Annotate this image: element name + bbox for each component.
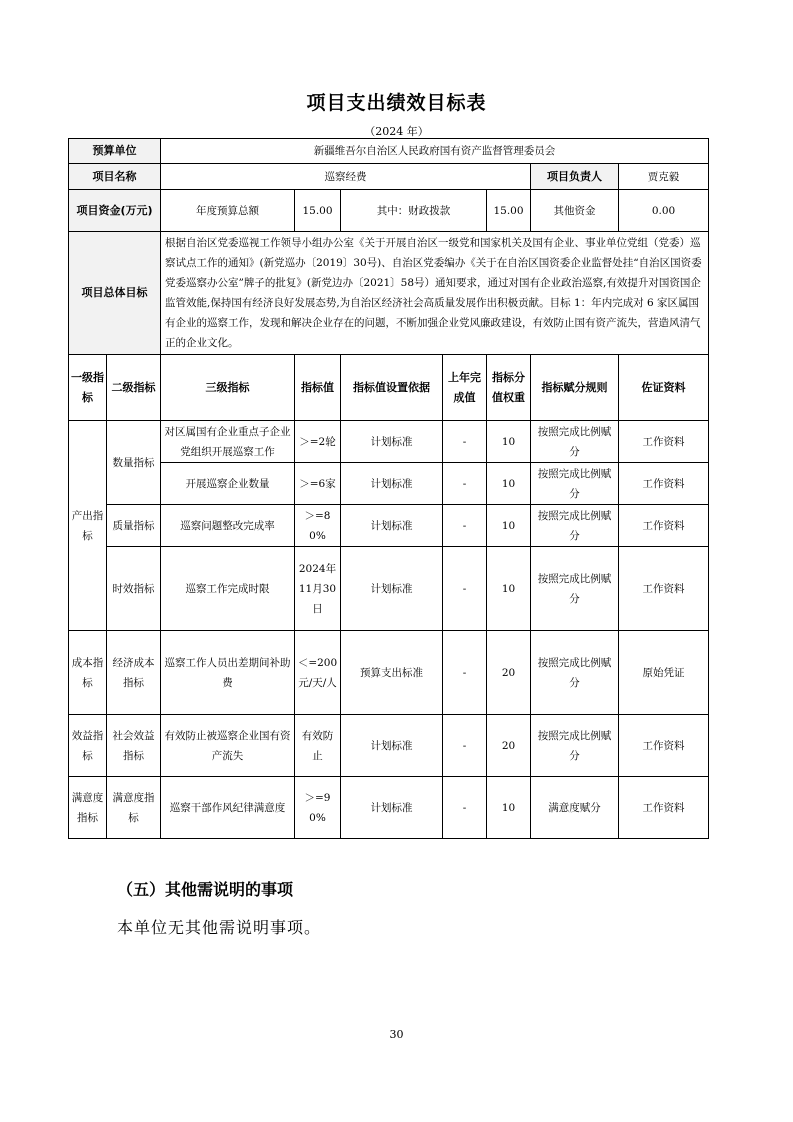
row-value: ＞=80%	[295, 505, 341, 547]
sub-timeliness: 时效指标	[107, 547, 161, 631]
row-rule: 按照完成比例赋分	[531, 547, 619, 631]
sub-economic-cost: 经济成本指标	[107, 631, 161, 715]
fiscal-funds-value: 15.00	[487, 190, 531, 232]
row-weight: 10	[487, 505, 531, 547]
row-name: 巡察问题整改完成率	[161, 505, 295, 547]
budget-unit-label: 预算单位	[69, 139, 161, 164]
sub-satisfaction: 满意度指标	[107, 777, 161, 839]
row-weight: 20	[487, 715, 531, 777]
section-heading: （五）其他需说明的事项	[117, 880, 294, 899]
row-basis: 预算支出标准	[341, 631, 443, 715]
fiscal-funds-label: 其中：财政拨款	[341, 190, 487, 232]
row-name: 开展巡察企业数量	[161, 463, 295, 505]
row-prev: -	[443, 463, 487, 505]
row-evidence: 工作资料	[619, 547, 709, 631]
row-basis: 计划标准	[341, 715, 443, 777]
row-basis: 计划标准	[341, 505, 443, 547]
row-name: 巡察工作完成时限	[161, 547, 295, 631]
row-rule: 按照完成比例赋分	[531, 505, 619, 547]
page-title: 项目支出绩效目标表	[306, 92, 487, 114]
row-value: ＜=200元/天/人	[295, 631, 341, 715]
sub-quantity: 数量指标	[107, 421, 161, 505]
project-owner-label: 项目负责人	[531, 164, 619, 190]
row-evidence: 工作资料	[619, 777, 709, 839]
funds-label: 项目资金(万元)	[69, 190, 161, 232]
year-label: （2024 年）	[364, 125, 429, 138]
header-basis: 指标值设置依据	[341, 355, 443, 421]
section-text: 本单位无其他需说明事项。	[117, 918, 322, 937]
row-evidence: 工作资料	[619, 715, 709, 777]
row-value: 有效防止	[295, 715, 341, 777]
row-rule: 按照完成比例赋分	[531, 631, 619, 715]
row-name: 对区属国有企业重点子企业党组织开展巡察工作	[161, 421, 295, 463]
group-cost: 成本指标	[69, 631, 107, 715]
row-weight: 20	[487, 631, 531, 715]
header-prev: 上年完成值	[443, 355, 487, 421]
total-budget-label: 年度预算总额	[161, 190, 295, 232]
row-prev: -	[443, 777, 487, 839]
row-basis: 计划标准	[341, 547, 443, 631]
row-prev: -	[443, 421, 487, 463]
row-rule: 满意度赋分	[531, 777, 619, 839]
row-value: ＞=2轮	[295, 421, 341, 463]
row-name: 巡察干部作风纪律满意度	[161, 777, 295, 839]
header-value: 指标值	[295, 355, 341, 421]
overall-goal-label: 项目总体目标	[69, 232, 161, 355]
header-level2: 二级指标	[107, 355, 161, 421]
row-prev: -	[443, 631, 487, 715]
budget-unit-value: 新疆维吾尔自治区人民政府国有资产监督管理委员会	[161, 139, 709, 164]
row-name: 巡察工作人员出差期间补助费	[161, 631, 295, 715]
row-value: 2024年11月30日	[295, 547, 341, 631]
total-budget-value: 15.00	[295, 190, 341, 232]
row-value: ＞=90%	[295, 777, 341, 839]
header-level1: 一级指标	[69, 355, 107, 421]
sub-quality: 质量指标	[107, 505, 161, 547]
row-weight: 10	[487, 547, 531, 631]
project-owner-value: 贾克毅	[619, 164, 709, 190]
sub-social-benefit: 社会效益指标	[107, 715, 161, 777]
row-rule: 按照完成比例赋分	[531, 421, 619, 463]
header-weight: 指标分值权重	[487, 355, 531, 421]
row-evidence: 工作资料	[619, 463, 709, 505]
row-basis: 计划标准	[341, 463, 443, 505]
row-basis: 计划标准	[341, 421, 443, 463]
row-evidence: 工作资料	[619, 505, 709, 547]
header-level3: 三级指标	[161, 355, 295, 421]
row-weight: 10	[487, 777, 531, 839]
project-name-label: 项目名称	[69, 164, 161, 190]
group-benefit: 效益指标	[69, 715, 107, 777]
header-rule: 指标赋分规则	[531, 355, 619, 421]
row-evidence: 原始凭证	[619, 631, 709, 715]
row-rule: 按照完成比例赋分	[531, 463, 619, 505]
row-rule: 按照完成比例赋分	[531, 715, 619, 777]
row-weight: 10	[487, 421, 531, 463]
page-number: 30	[389, 1028, 404, 1041]
group-output: 产出指标	[69, 421, 107, 631]
performance-table	[68, 138, 709, 839]
row-prev: -	[443, 715, 487, 777]
row-value: ＞=6家	[295, 463, 341, 505]
row-weight: 10	[487, 463, 531, 505]
row-basis: 计划标准	[341, 777, 443, 839]
row-prev: -	[443, 505, 487, 547]
group-satisfaction: 满意度指标	[69, 777, 107, 839]
row-name: 有效防止被巡察企业国有资产流失	[161, 715, 295, 777]
row-prev: -	[443, 547, 487, 631]
row-evidence: 工作资料	[619, 421, 709, 463]
overall-goal-text: 根据自治区党委巡视工作领导小组办公室《关于开展自治区一级党和国家机关及国有企业、事业单位党组（党委）巡察试点工作的通知》(新党巡办〔2019〕30号)、自治区党委编办《关于在自治区国资委企业监督处挂“自治区国资委党委巡察办公室”牌子的批复》(新党边办〔2021〕58号）通知要求，通过对国有企业政治巡察,有效提升对国资国企监管效能,保持国有经济良好发展态势,为自治区经济社会高质量发展作出积极贡献。目标 1：年内完成对 6 家区属国有企业的巡察工作，发现和解决企业存在的问题，不断加强企业党风廉政建设，有效防止国有资产流失，营造风清气正的企业文化。	[161, 232, 709, 355]
other-funds-value: 0.00	[619, 190, 709, 232]
header-evidence: 佐证资料	[619, 355, 709, 421]
other-funds-label-cell: 其他资金	[531, 190, 619, 232]
project-name-value: 巡察经费	[161, 164, 531, 190]
